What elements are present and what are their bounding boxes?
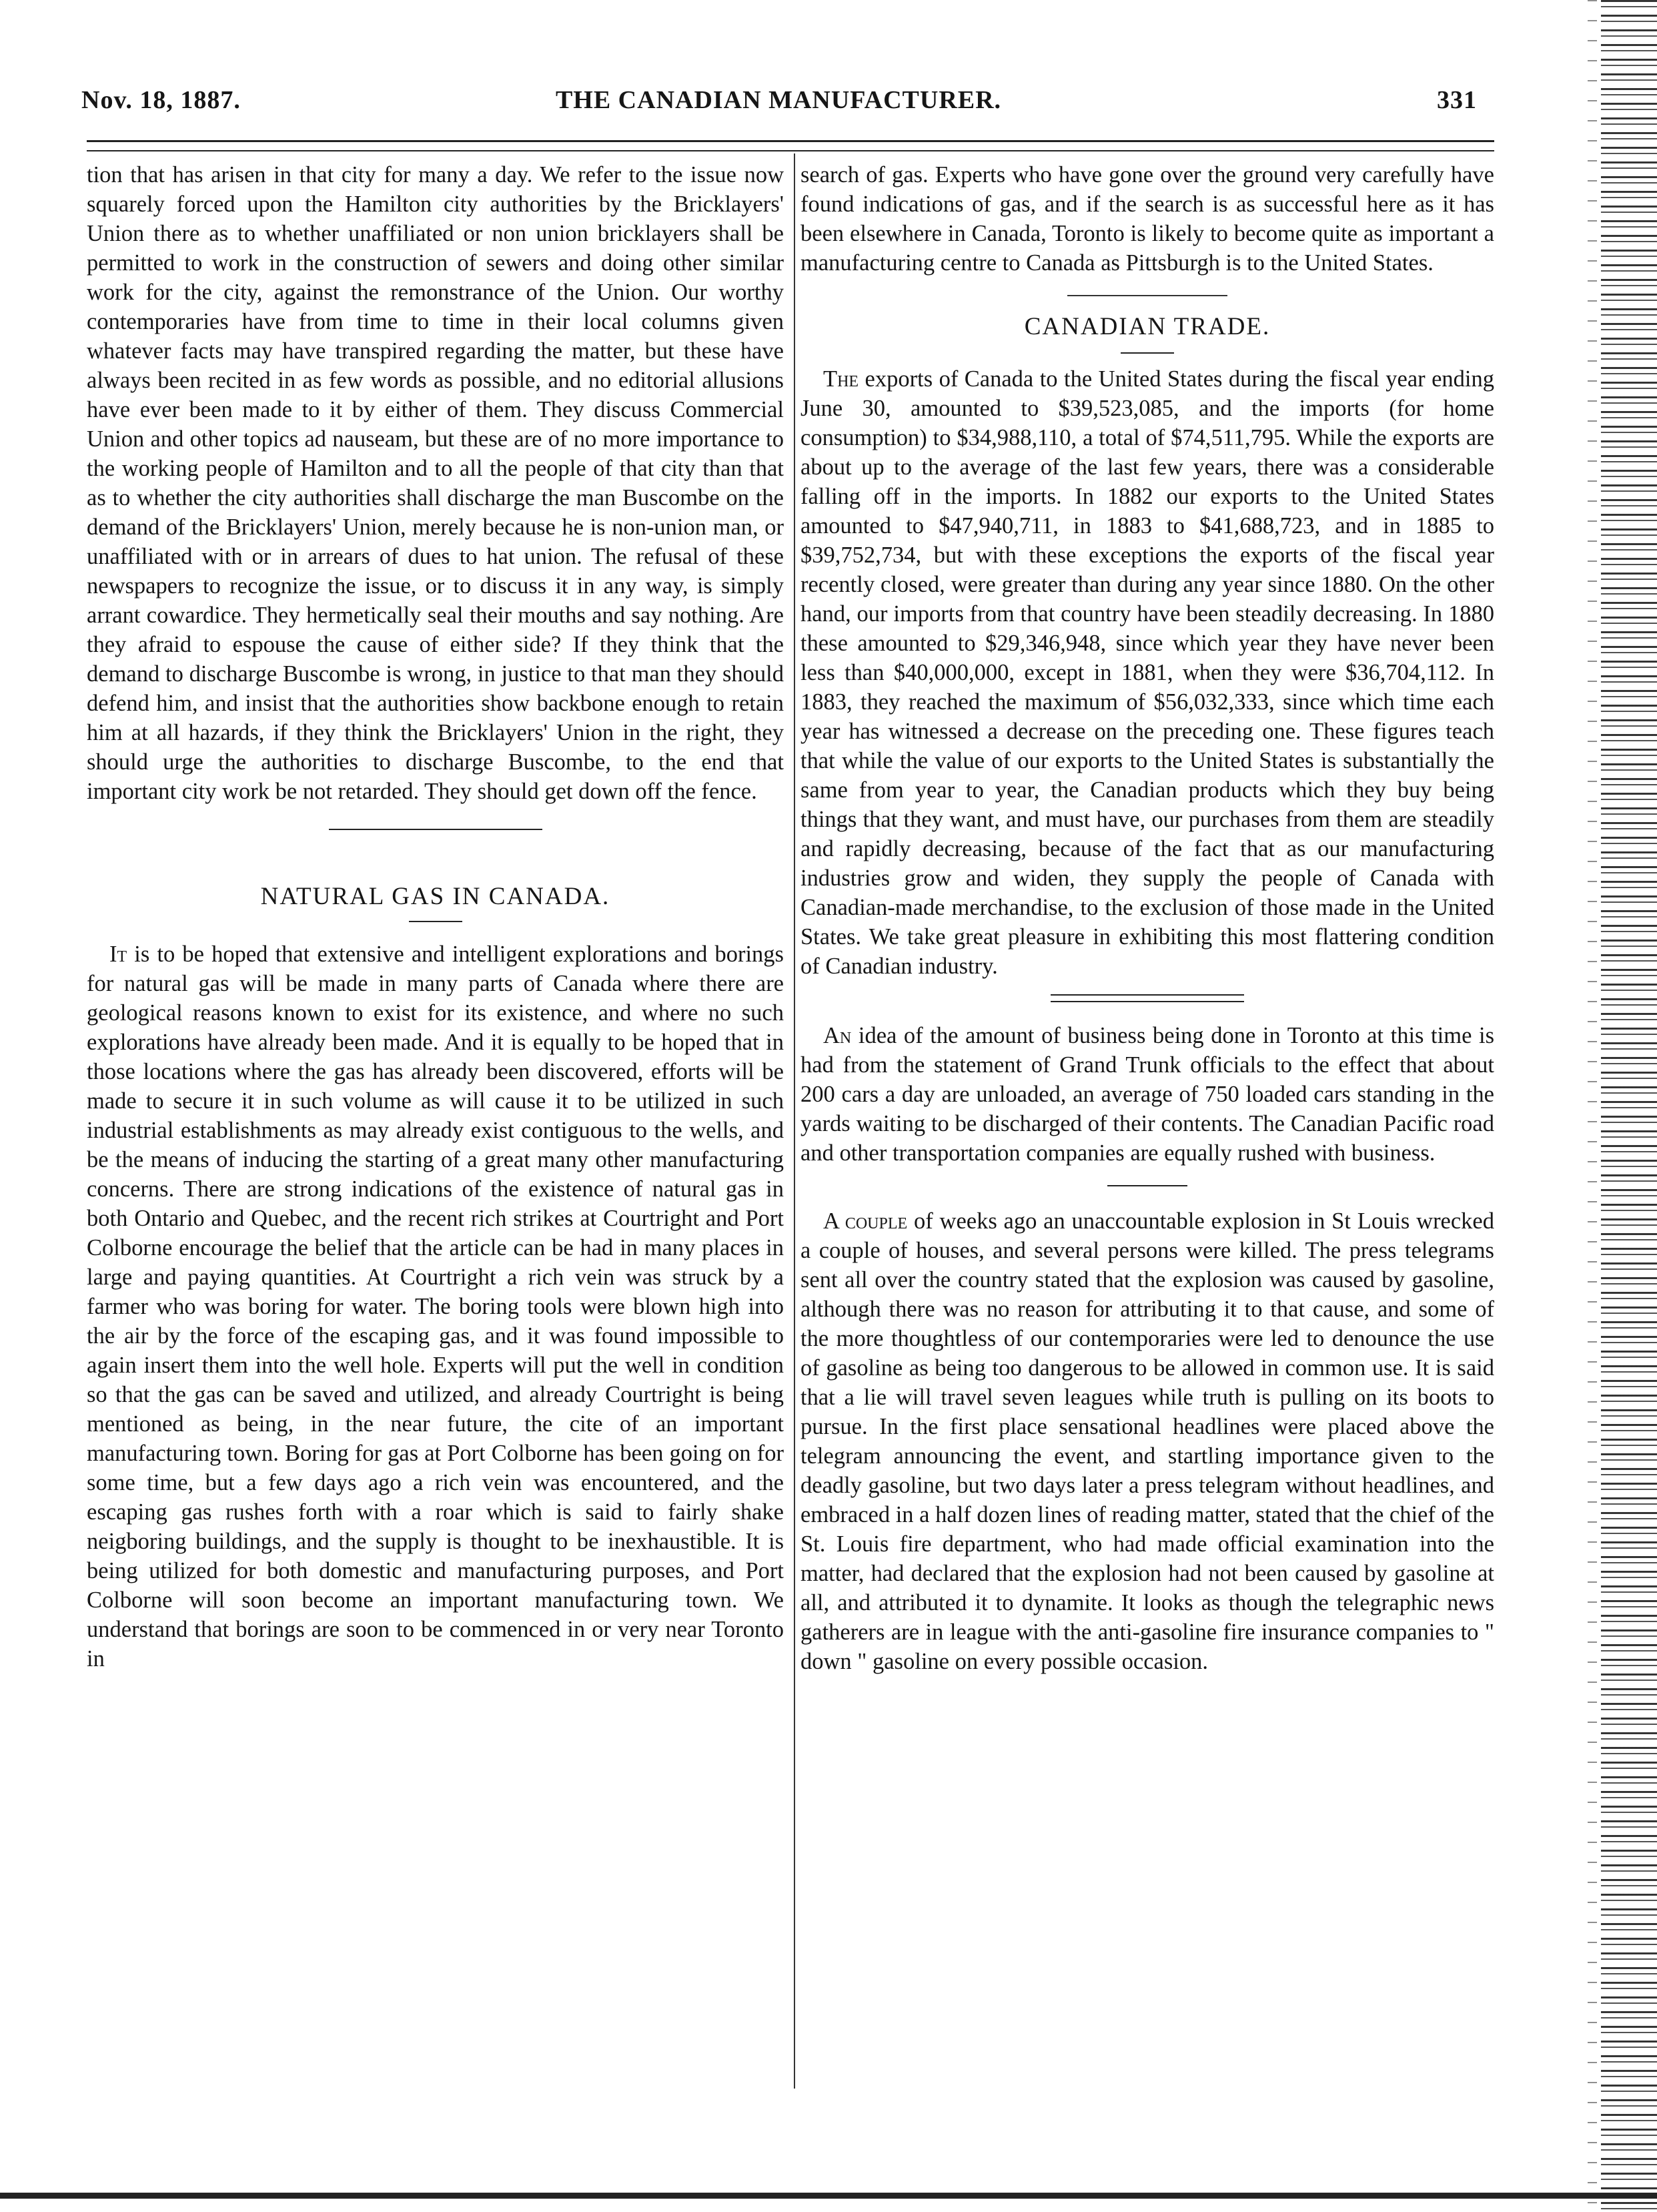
right-column — [800, 160, 1494, 1676]
publication-title: THE CANADIAN MANUFACTURER. — [555, 86, 1002, 114]
scan-edge-noise — [1601, 0, 1657, 2212]
header-rule — [87, 140, 1494, 151]
toronto-business-article — [800, 1021, 1494, 1168]
gasoline-explosion-article — [800, 1206, 1494, 1676]
left-column — [87, 160, 784, 1674]
section-divider — [1051, 994, 1244, 1002]
page-number: 331 — [1437, 86, 1477, 114]
toronto-business-body: idea of the amount of business being done in Toronto at this time is had from the statement of Grand Trunk officials to the effect that about 200 cars a day are unloaded, an average of 750 loaded cars standing in the yards waiting to be discharged of their contents. The Canadian Pacific road and other transportation companies are equally rushed with business. — [800, 1023, 1494, 1166]
gasoline-explosion-lead: A couple — [823, 1208, 908, 1234]
natural-gas-continuation: search of gas. Experts who have gone over the ground very carefully have found indications of gas, and if the search is as successful here as it has been elsewhere in Canada, Toronto is likely to become quite as important a manufacturing centre to Canada as Pittsburgh is to the United States. — [800, 162, 1494, 276]
issue-date: Nov. 18, 1887. — [81, 86, 241, 114]
bottom-edge-rule — [0, 2193, 1657, 2199]
canadian-trade-lead: The — [823, 366, 859, 392]
column-divider — [794, 153, 795, 2089]
canadian-trade-article — [800, 364, 1494, 981]
natural-gas-heading: NATURAL GAS IN CANADA. — [260, 883, 610, 910]
natural-gas-body: is to be hoped that extensive and intelligent explorations and borings for natural gas will be made in many parts of Canada where there are geological reasons known to exist for its existence, and where no such explorations have already been made. And it is equally to be hoped that in those locations where the gas has already been discovered, efforts will be made to secure it in such volume as will cause it to be utilized in such industrial establishments as may already exist contiguous to the wells, and be the means of inducing the starting of a great many other manufacturing concerns. There are strong indications of the existence of natural gas in both Ontario and Quebec, and the recent rich strikes at Courtright and Port Colborne encourage the belief that the article can be had in many places in large and paying quantities. At Courtright a rich vein was struck by a farmer who was boring for water. The boring tools were blown high into the air by the force of the escaping gas, and it was found impossible to again insert them into the well hole. Experts will put the well in condition so that the gas can be saved and utilized, and already Courtright is being mentioned as being, in the near future, the cite of an important manufacturing town. Boring for gas at Port Colborne has been going on for some time, but a few days ago a rich vein was encountered, and the escaping gas rushes forth with a roar which is said to fairly shake neigboring buildings, and the supply is thought to be inexhaustible. It is being utilized for both domestic and manufacturing purposes, and Port Colborne will soon become an important manufacturing town. We understand that borings are soon to be commenced in or very near Toronto in — [87, 942, 784, 1672]
scan-edge-shadow — [1588, 0, 1597, 2212]
hamilton-article-continuation: tion that has arisen in that city for many a day. We refer to the issue now squarely forced upon the Hamilton city authorities by the Bricklayers' Union there as to whether unaffiliated or non union bricklayers shall be permitted to work in the construction of sewers and doing other similar work for the city, against the remonstrance of the Union. Our worthy contemporaries have from time to time in their local columns given whatever facts may have transpired regarding the matter, but these have always been recited in as few words as possible, and no editorial allusions have ever been made to it by either of them. They discuss Commercial Union and other topics ad nauseam, but these are of no more importance to the working people of Hamilton and to all the people of that city than that as to whether the city authorities shall discharge the man Buscombe on the demand of the Bricklayers' Union, merely because he is non-union man, or unaffiliated with or in arrears of dues to hat union. The refusal of these newspapers to recognize the issue, or to discuss it in any way, is simply arrant cowardice. They hermetically seal their mouths and say nothing. Are they afraid to espouse the cause of either side? If they think that the demand to discharge Buscombe is wrong, in justice to that man they should defend him, and insist that the authorities show backbone enough to retain him at all hazards, if they think the Bricklayers' Union in the right, they should urge the authorities to discharge Buscombe, to the end that important city work be not retarded. They should get down off the fence. — [87, 162, 784, 804]
gasoline-explosion-body: of weeks ago an unaccountable explosion in St Louis wrecked a couple of houses, and several persons were killed. The press telegrams sent all over the country stated that the explosion was caused by gasoline, although there was no reason for attributing it to that cause, and some of the more thoughtless of our contemporaries were led to denounce the use of gasoline as being too dangerous to be allowed in common use. It is said that a lie will travel seven leagues while truth is pulling on its boots to pursue. In the first place sensational headlines were placed above the telegram announcing the event, and startling importance given to the deadly gasoline, but two days later a press telegram without headlines, and embraced in a half dozen lines of reading matter, stated that the chief of the St. Louis fire department, who had made official examination into the matter, had declared that the explosion had not been caused by gasoline at all, and attributed it to dynamite. It looks as though the telegraphic news gatherers are in league with the anti-gasoline fire insurance companies to " down " gasoline on every possible occasion. — [800, 1208, 1494, 1674]
toronto-business-lead: An — [823, 1023, 852, 1048]
canadian-trade-heading: CANADIAN TRADE. — [1024, 313, 1271, 340]
natural-gas-article — [87, 940, 784, 1674]
page-header — [73, 85, 1484, 125]
canadian-trade-body: exports of Canada to the United States during the fiscal year ending June 30, amounted to $39,523,085, and the imports (for home consumption) to $34,988,110, a total of $74,511,795. While the exports are about up to the average of the last few years, there was a considerable falling off in the imports. In 1882 our exports to the United States amounted to $47,940,711, in 1883 to $41,688,723, and in 1885 to $39,752,734, but with these exceptions the exports of the fiscal year recently closed, were greater than during any year since 1880. On the other hand, our imports from that country have been steadily decreasing. In 1880 these amounted to $29,346,948, since which year they have never been less than $40,000,000, except in 1881, when they were $36,704,112. In 1883, they reached the maximum of $56,032,333, since which time each year has witnessed a decrease on the preceding one. These figures teach that while the value of our exports to the United States is substantially the same from year to year, the Canadian products which they buy being things that they want, and must have, our purchases from them are steadily and rapidly decreasing, because of the fact that as our manufacturing industries grow and widen, they supply the people of Canada with Canadian-made merchandise, to the exclusion of those made in the United States. We take great pleasure in exhibiting this most flattering condition of Canadian industry. — [800, 366, 1494, 979]
natural-gas-lead: It — [109, 942, 127, 967]
